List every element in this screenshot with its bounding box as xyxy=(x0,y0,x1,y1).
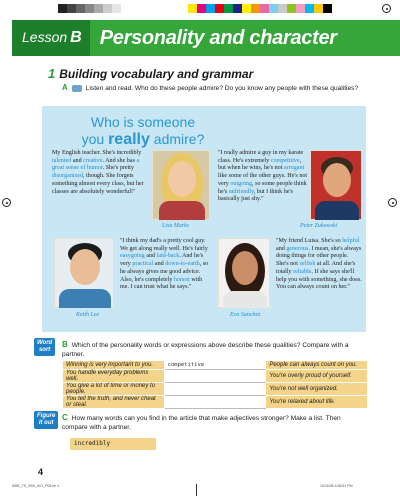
badge-line1: Word xyxy=(37,340,53,346)
face-shape xyxy=(232,251,258,285)
answer-blank[interactable] xyxy=(164,396,266,409)
shirt-shape xyxy=(223,291,267,308)
registration-mark xyxy=(382,4,391,13)
crop-mark xyxy=(196,484,197,496)
paragraph-text: . If she says she'll help you with something, she does. You can always count on her." xyxy=(276,268,362,291)
section-title: Building vocabulary and grammar xyxy=(59,67,254,81)
quality-cell: You give a lot of time or money to people. xyxy=(63,383,165,396)
vocab-word: practical xyxy=(132,261,154,268)
table-row xyxy=(63,383,368,396)
photo-keith xyxy=(54,238,114,308)
name-lisa: Lisa Marks xyxy=(162,223,190,229)
instruction-text: Which of the personality words or expressions above describe these qualities? Compare with a partner. xyxy=(62,342,349,358)
word-sort-badge xyxy=(34,338,55,356)
paragraph-text: and xyxy=(144,253,157,260)
shirt-shape xyxy=(159,201,205,220)
exercise-c-instruction xyxy=(62,414,362,432)
exercise-a-instruction xyxy=(62,84,372,94)
quality-cell: You tell the truth, and never cheat or steal. xyxy=(63,396,165,409)
print-greyscale-bar xyxy=(58,4,121,13)
lesson-title: Personality and character xyxy=(99,26,337,49)
article-title-line1: Who is someone xyxy=(90,114,196,130)
lesson-letter: B xyxy=(70,29,82,46)
registration-mark xyxy=(2,198,11,207)
exercise-letter: B xyxy=(62,340,68,349)
paragraph-text: . I mean, she's always doing things for other people. She's not xyxy=(276,245,362,268)
paragraph-text: , but I think he's basically just shy." xyxy=(218,188,293,203)
paragraph-text: like some of the other guys. He's not very xyxy=(218,173,308,187)
vocab-word: easygoing xyxy=(120,253,145,260)
paragraph-keith xyxy=(120,238,212,292)
paragraph-eva xyxy=(276,238,362,292)
vocab-word: laid-back xyxy=(156,253,180,260)
badge-line2: it out xyxy=(38,420,54,426)
answer-box[interactable]: incredibly xyxy=(70,438,156,450)
vocab-word: down-to-earth xyxy=(165,261,200,268)
exercise-letter: A xyxy=(62,83,68,92)
vocab-word: talented xyxy=(52,157,72,164)
photo-eva xyxy=(218,238,270,308)
quality-cell: You're overly proud of yourself. xyxy=(266,370,368,383)
paragraph-lisa xyxy=(52,150,144,196)
paragraph-peter xyxy=(218,150,308,204)
article-title-you: you xyxy=(81,131,105,147)
article-title xyxy=(78,114,208,148)
shirt-shape xyxy=(315,201,359,220)
name-keith: Keith Lee xyxy=(76,312,100,318)
page-number: 4 xyxy=(38,467,44,477)
paragraph-text: "I really admire a guy in my karate class. He's extremely xyxy=(218,150,304,164)
vocab-word: helpful xyxy=(342,238,360,244)
vocab-word: selfish xyxy=(299,261,316,268)
answer-blank[interactable] xyxy=(164,383,266,396)
print-color-bar xyxy=(188,4,332,13)
exercise-letter: C xyxy=(62,413,68,422)
paragraph-text: , though. She forgets something almost every class, but her classes are absolutely wonderful!" xyxy=(52,173,144,195)
figure-it-out-badge xyxy=(34,411,58,429)
paragraph-text: . And she has xyxy=(102,157,137,164)
face-shape xyxy=(323,163,351,197)
section-number: 1 xyxy=(48,66,56,81)
quality-cell: You handle everyday problems well. xyxy=(63,370,165,383)
lesson-label: Lesson xyxy=(22,29,68,45)
instruction-text: How many words can you find in the article that make adjectives stronger? Make a list. Then compare with a partner. xyxy=(62,415,341,431)
vocab-word: honest xyxy=(173,276,190,283)
article-title-admire: admire? xyxy=(153,131,205,147)
photo-peter xyxy=(310,150,362,220)
vocab-word: disorganized xyxy=(52,173,84,180)
face-shape xyxy=(70,249,100,285)
paragraph-text: , but when he wins, he's not xyxy=(218,157,302,172)
vocab-word: competitive xyxy=(270,157,300,164)
paragraph-text: "My friend Luisa. She's so xyxy=(276,238,343,244)
paragraph-text: , so some people think he's xyxy=(218,180,307,195)
paragraph-text: and xyxy=(71,157,84,164)
article-title-emphasis: really xyxy=(108,131,150,148)
paragraph-text: "I think my dad's a pretty cool guy. We get along really well. He's fairly xyxy=(120,238,208,252)
lesson-header-bar xyxy=(12,20,400,56)
reading-article xyxy=(42,106,366,332)
quality-cell: You're relaxed about life. xyxy=(266,396,368,409)
paragraph-text: . And he's very xyxy=(120,253,204,268)
photo-lisa xyxy=(152,150,210,220)
vocab-word: outgoing xyxy=(230,180,253,187)
quality-cell: You're not well organized. xyxy=(266,383,368,396)
paragraph-text: , so he always gives me good advice. Also, he's completely xyxy=(120,261,209,283)
answer-blank[interactable] xyxy=(164,361,266,370)
section-heading xyxy=(48,66,253,81)
table-row xyxy=(63,370,368,383)
instruction-text: Listen and read. Who do these people admire? Do you know any people with these qualities? xyxy=(85,85,359,92)
vocab-word: generous xyxy=(286,245,309,252)
paragraph-text: at all. And she's totally xyxy=(276,261,356,275)
paragraph-text: . She's pretty xyxy=(102,165,135,172)
lesson-tag xyxy=(12,20,90,56)
vocab-word: unfriendly xyxy=(228,188,254,195)
word-sort-table xyxy=(62,360,368,409)
audio-cd-icon xyxy=(72,85,82,92)
quality-cell: People can always count on you. xyxy=(266,361,368,370)
paragraph-text: My English teacher. She's incredibly xyxy=(52,150,142,156)
vocab-word: a great sense of humor xyxy=(52,157,140,172)
vocab-word: creative xyxy=(83,157,103,164)
paragraph-text: with me. I can trust what he says." xyxy=(120,276,203,291)
footer-date: 10/16/08 4:58:51 PM xyxy=(320,484,353,488)
handwritten-answer: competitive xyxy=(167,362,205,369)
name-eva: Eva Sanchez xyxy=(230,312,261,318)
table-row xyxy=(63,396,368,409)
answer-blank[interactable] xyxy=(164,370,266,383)
vocab-word: reliable xyxy=(293,268,312,275)
footer-slug: 8881_TS_SB3_U01_P08.fm 4 xyxy=(12,484,60,488)
exercise-b-instruction xyxy=(62,341,362,359)
shirt-shape xyxy=(59,289,111,308)
table-row xyxy=(63,361,368,370)
quality-cell: Winning is very important to you. xyxy=(63,361,165,370)
vocab-word: arrogant xyxy=(283,165,305,172)
name-peter: Peter Zukowski xyxy=(300,223,338,229)
face-shape xyxy=(168,161,196,197)
paragraph-text: and xyxy=(153,261,166,268)
badge-line1: Figure xyxy=(37,413,56,419)
registration-mark xyxy=(388,198,397,207)
paragraph-text: and xyxy=(276,245,287,252)
badge-line2: sort xyxy=(38,347,51,353)
